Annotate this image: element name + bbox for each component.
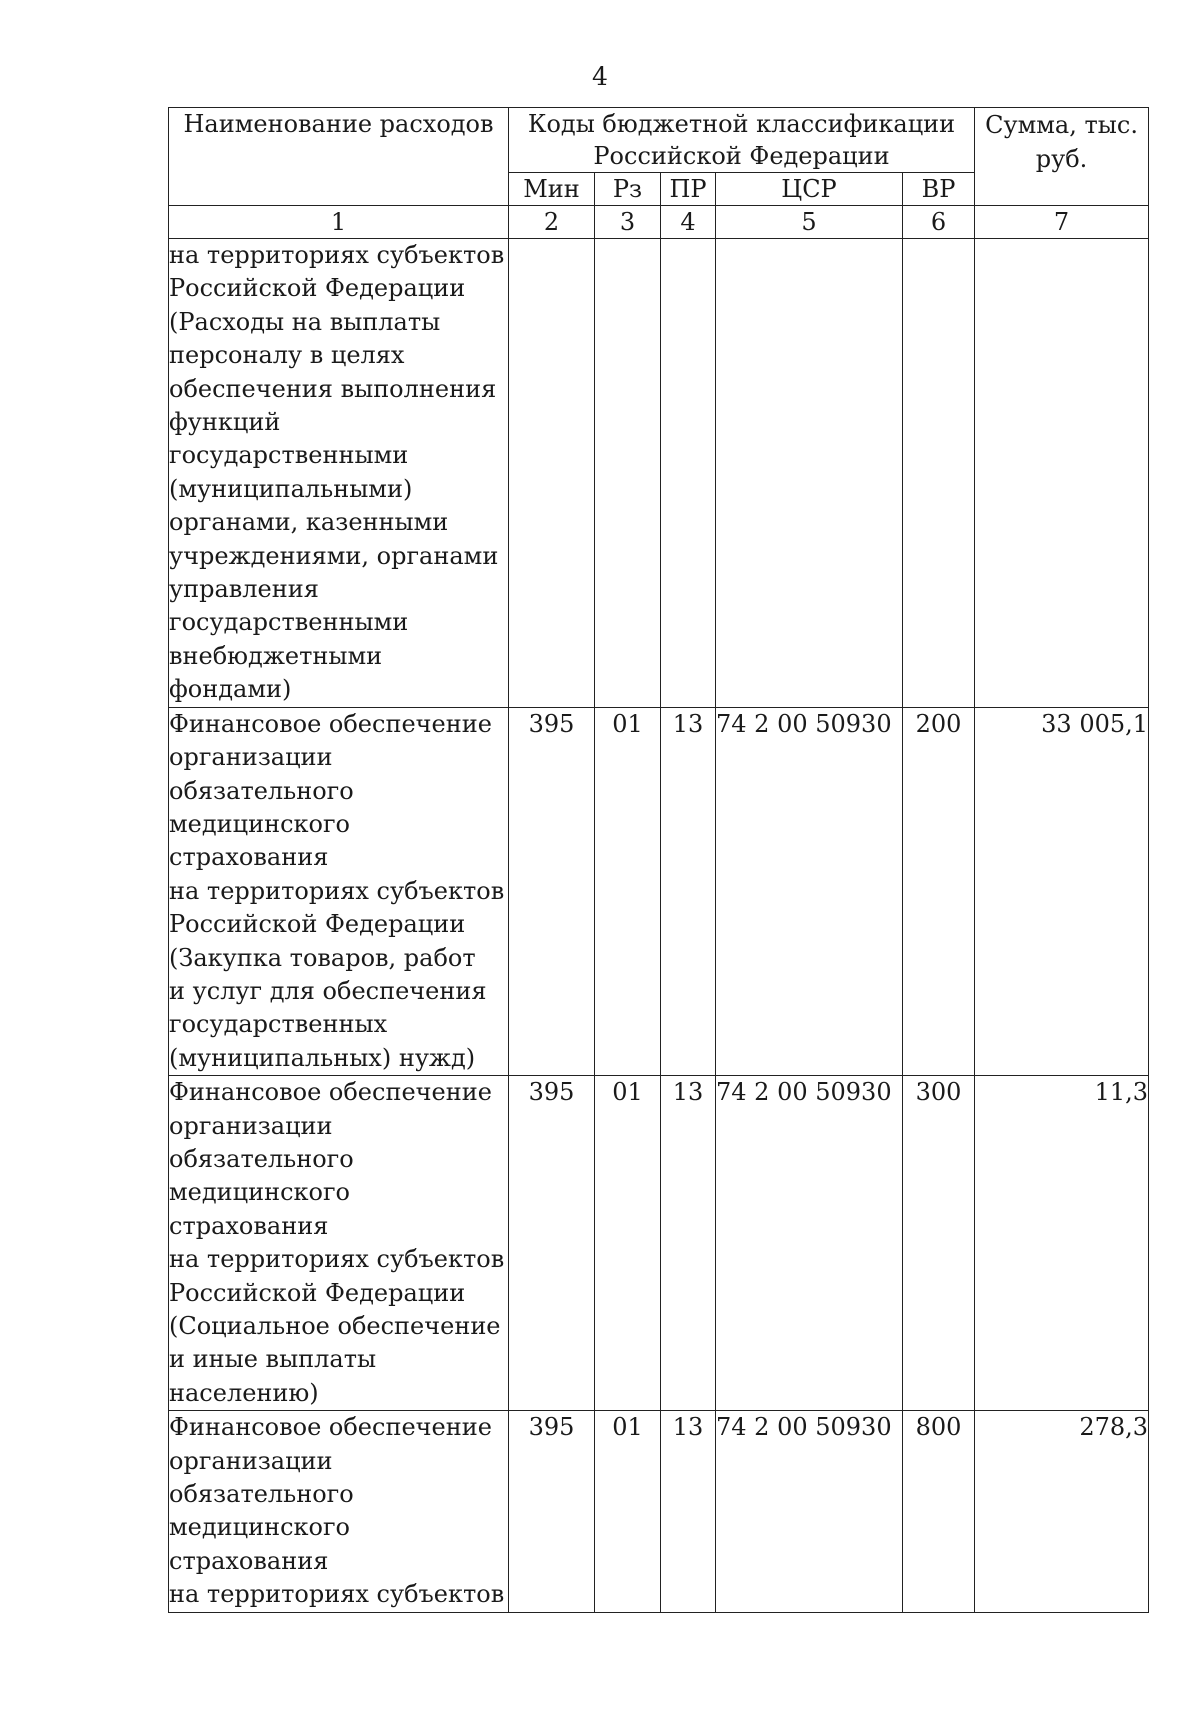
column-number-row <box>169 206 1149 239</box>
subsection-code <box>661 239 716 708</box>
expense-type-code: 300 <box>903 1076 975 1411</box>
table-row <box>169 1411 1149 1612</box>
expense-name-line: управления <box>169 575 319 604</box>
header-row <box>169 108 1149 173</box>
ministry-code: 395 <box>509 1076 595 1411</box>
expense-name-line: Российской Федерации <box>169 274 466 303</box>
header-pr: ПР <box>661 173 716 206</box>
subsection-code: 13 <box>661 1411 716 1612</box>
header-expense-name: Наименование расходов <box>169 108 509 206</box>
column-number: 2 <box>509 206 595 239</box>
table-row <box>169 1076 1149 1411</box>
expense-name-line: населению) <box>169 1378 319 1407</box>
expense-name-line: фондами) <box>169 675 292 704</box>
expense-name-line: страхования <box>169 1211 329 1240</box>
expense-name-line: учреждениями, органами <box>169 541 499 570</box>
subsection-code: 13 <box>661 707 716 1075</box>
target-article-code: 74 2 00 50930 <box>716 1411 903 1612</box>
expense-name-line: на территориях субъектов <box>169 1580 505 1609</box>
expense-name-line: (муниципальными) <box>169 474 413 503</box>
expense-name-line: органами, казенными <box>169 508 449 537</box>
expense-type-code <box>903 239 975 708</box>
expense-name-line: (Закупка товаров, работ <box>169 943 476 972</box>
expense-type-code: 200 <box>903 707 975 1075</box>
expense-name-line: страхования <box>169 1546 329 1575</box>
section-code: 01 <box>595 1411 661 1612</box>
expense-type-code: 800 <box>903 1411 975 1612</box>
table-body <box>169 239 1149 1613</box>
header-min: Мин <box>509 173 595 206</box>
column-number: 7 <box>975 206 1149 239</box>
ministry-code: 395 <box>509 707 595 1075</box>
header-rz: Рз <box>595 173 661 206</box>
expense-name <box>169 1076 509 1411</box>
column-number: 3 <box>595 206 661 239</box>
expense-name-line: обязательного <box>169 1144 354 1173</box>
ministry-code: 395 <box>509 1411 595 1612</box>
expense-name-line: внебюджетными <box>169 641 383 670</box>
expense-name <box>169 1411 509 1612</box>
expense-name-line: на территориях субъектов <box>169 1245 505 1274</box>
page-number: 4 <box>592 62 608 91</box>
subsection-code: 13 <box>661 1076 716 1411</box>
sum-value: 33 005,1 <box>975 707 1149 1075</box>
expense-name-line: обеспечения выполнения <box>169 374 497 403</box>
expense-name-line: страхования <box>169 843 329 872</box>
expense-name-line: (Социальное обеспечение <box>169 1312 501 1340</box>
column-number: 6 <box>903 206 975 239</box>
expense-name-line: на территориях субъектов <box>169 876 505 905</box>
table-row <box>169 239 1149 708</box>
header-csr: ЦСР <box>716 173 903 206</box>
section-code <box>595 239 661 708</box>
column-number: 1 <box>169 206 509 239</box>
column-number: 5 <box>716 206 903 239</box>
expense-name-line: организации <box>169 1111 333 1140</box>
expense-name-line: обязательного <box>169 776 354 805</box>
header-vr: ВР <box>903 173 975 206</box>
budget-table <box>168 107 1149 1613</box>
section-code: 01 <box>595 1076 661 1411</box>
expense-name-line: организации <box>169 743 333 772</box>
header-budget-codes: Коды бюджетной классификации Российской Федерации <box>509 108 975 173</box>
sum-value <box>975 239 1149 708</box>
sum-value: 11,3 <box>975 1076 1149 1411</box>
expense-name-line: обязательного <box>169 1480 354 1509</box>
expense-name-line: государственными <box>169 441 409 470</box>
expense-name-line: функций <box>169 408 281 437</box>
expense-name-line: и услуг для обеспечения <box>169 976 487 1005</box>
expense-name-line: Финансовое обеспечение <box>169 1078 492 1107</box>
target-article-code: 74 2 00 50930 <box>716 707 903 1075</box>
expense-name-line: государственными <box>169 608 409 637</box>
header-sum: Сумма, тыс. руб. <box>975 108 1149 206</box>
expense-name <box>169 707 509 1075</box>
target-article-code: 74 2 00 50930 <box>716 1076 903 1411</box>
sum-value: 278,3 <box>975 1411 1149 1612</box>
expense-name-line: (муниципальных) нужд) <box>169 1043 476 1072</box>
table-row <box>169 707 1149 1075</box>
expense-name-line: организации <box>169 1446 333 1475</box>
section-code: 01 <box>595 707 661 1075</box>
target-article-code <box>716 239 903 708</box>
expense-name-line: на территориях субъектов <box>169 241 505 269</box>
expense-name-line: Финансовое обеспечение <box>169 1413 492 1442</box>
expense-name-line: медицинского <box>169 1178 350 1207</box>
expense-name <box>169 239 509 708</box>
expense-name-line: медицинского <box>169 809 350 838</box>
expense-name-line: Российской Федерации <box>169 910 466 939</box>
expense-name-line: (Расходы на выплаты <box>169 307 441 336</box>
expense-name-line: Российской Федерации <box>169 1278 466 1307</box>
column-number: 4 <box>661 206 716 239</box>
expense-name-line: и иные выплаты <box>169 1345 377 1374</box>
expense-name-line: Финансовое обеспечение <box>169 709 492 738</box>
expense-name-line: персоналу в целях <box>169 341 405 370</box>
ministry-code <box>509 239 595 708</box>
expense-name-line: государственных <box>169 1010 388 1039</box>
expense-name-line: медицинского <box>169 1513 350 1542</box>
